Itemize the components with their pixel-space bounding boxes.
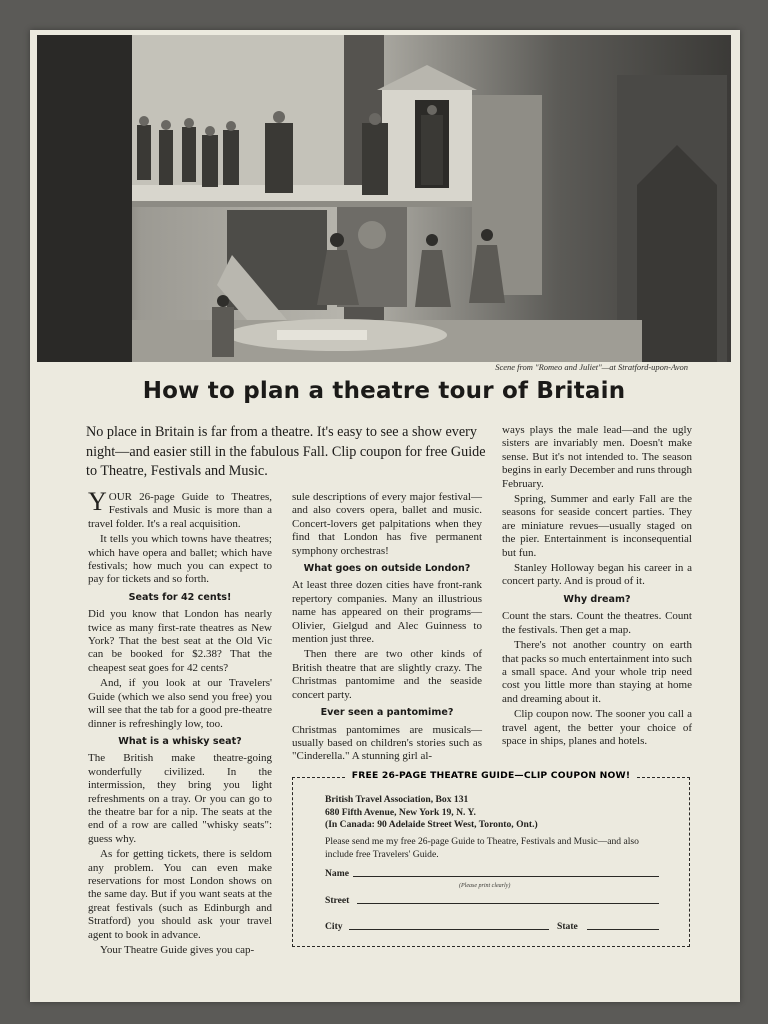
street-label: Street (325, 895, 350, 906)
col3-paragraph: Clip coupon now. The sooner you call a travel agent, the better your choice of space in ships, planes and hotels. (502, 708, 692, 747)
coupon-request-text: Please send me my free 26-page Guide to Theatre, Festivals and Music—and also include free Travelers' Guide. (325, 836, 639, 860)
body-column-1 (88, 487, 272, 959)
city-line[interactable] (349, 929, 549, 930)
print-hint: (Please print clearly) (459, 883, 511, 889)
page-headline: How to plan a theatre tour of Britain (142, 378, 626, 404)
col2-paragraph: Then there are two other kinds of British theatre that are slightly crazy. The Christmas pantomime and the seaside concert party. (292, 648, 482, 701)
photo-caption: Scene from "Romeo and Juliet"—at Stratford-upon-Avon (495, 362, 688, 372)
street-line[interactable] (357, 903, 659, 904)
col1-paragraph (88, 487, 272, 531)
state-label: State (557, 921, 578, 932)
col1-paragraph: The British make theatre-going wonderfully civilized. In the intermission, they bring you light refreshments on a tray. Or you can go to the theatre bar for a nip. The seats at the end of a row are called "whisky seats": guess why. (88, 752, 272, 845)
address-line: (In Canada: 90 Adelaide Street West, Toronto, Ont.) (325, 819, 538, 830)
col2-paragraph: Christmas pantomimes are musicals—usually based on children's stories such as "Cinderella." A stunning girl al- (292, 723, 482, 763)
stage-scene-photo (37, 35, 731, 362)
col1-paragraph: Your Theatre Guide gives you cap- (100, 944, 255, 956)
col2-paragraph: sule descriptions of every major festival—and also covers opera, ballet and music. Concert-lovers get palpitations when they find that London has five permanent symphony orchestras! (292, 491, 482, 557)
subhead-pantomime: Ever seen a pantomime? (320, 707, 454, 719)
address-line: 680 Fifth Avenue, New York 19, N. Y. (325, 806, 476, 818)
col1-paragraph: Did you know that London has nearly twice as many first-rate theatres as New York? That the best seat at the Old Vic can be booked for $2.38? That the cheapest seat goes for 42 cents? (88, 608, 272, 674)
body-column-3 (502, 424, 692, 750)
city-state-field[interactable] (325, 921, 665, 932)
col2-paragraph: At least three dozen cities have front-rank repertory companies. Many an illustrious name has appeared on their programs—Olivier, Gielgud and Alec Guinness to mention just three. (292, 579, 482, 646)
dropcap: Y (88, 487, 107, 516)
col3-paragraph: Count the stars. Count the theatres. Count the festivals. Then get a map. (502, 610, 692, 636)
coupon-title (293, 770, 689, 781)
subhead-outside-london: What goes on outside London? (303, 563, 471, 575)
street-field[interactable] (325, 895, 665, 906)
coupon-title-text: FREE 26-PAGE THEATRE GUIDE—CLIP COUPON NOW! (346, 770, 637, 781)
name-field[interactable] (325, 868, 665, 879)
col1-paragraph: As for getting tickets, there is seldom any problem. You can even make reservations for most London shows on the same day. But if you want seats at the great festivals (such as Edinburgh and Stratford) you should ask your travel agent to book in advance. (88, 848, 272, 941)
subhead-whisky: What is a whisky seat? (118, 735, 242, 747)
state-line[interactable] (587, 929, 659, 930)
clip-coupon[interactable] (292, 770, 690, 947)
address-line: British Travel Association, Box 131 (325, 794, 469, 805)
col3-paragraph: There's not another country on earth that packs so much entertainment into such a small space. And your whole trip need cost you little more than staying at home and dreaming about it. (502, 639, 693, 705)
col3-paragraph: Spring, Summer and early Fall are the seasons for seaside concert parties. They are miniature revues—usually staged on the pier. Entertainment is inconsequential but fun. (502, 493, 692, 559)
coupon-address (325, 794, 538, 832)
col3-paragraph: Stanley Holloway began his career in a concert party. And is proud of it. (502, 562, 692, 588)
col1-paragraph-text: OUR 26-page Guide to Theatres, Festivals and Music is more than a travel folder. It's a real acquisition. (88, 491, 272, 530)
stage-photo-illustration (37, 35, 731, 362)
subhead-why-dream: Why dream? (563, 593, 631, 605)
name-line[interactable] (353, 876, 659, 877)
subhead-seats: Seats for 42 cents! (128, 591, 232, 603)
col1-paragraph: And, if you look at our Travelers' Guide (which we also send you free) you will see that the tab for a good pre-theatre dinner is refreshingly low, too. (88, 677, 272, 730)
city-label: City (325, 921, 343, 932)
intro-paragraph: No place in Britain is far from a theatre. It's easy to see a show every night—and easier still in the fabulous Fall. Clip coupon for free Guide to Theatre, Festivals and Music. (86, 424, 486, 479)
col1-paragraph: It tells you which towns have theatres; which have opera and ballet; which have festivals; how much you can expect to pay for tickets and so forth. (88, 533, 272, 586)
name-label: Name (325, 868, 349, 879)
body-column-2 (292, 491, 482, 766)
col3-paragraph: ways plays the male lead—and the ugly sisters are invariably men. Doesn't make sense. But it's not intended to. The season begins in early December and runs through February. (502, 424, 692, 490)
